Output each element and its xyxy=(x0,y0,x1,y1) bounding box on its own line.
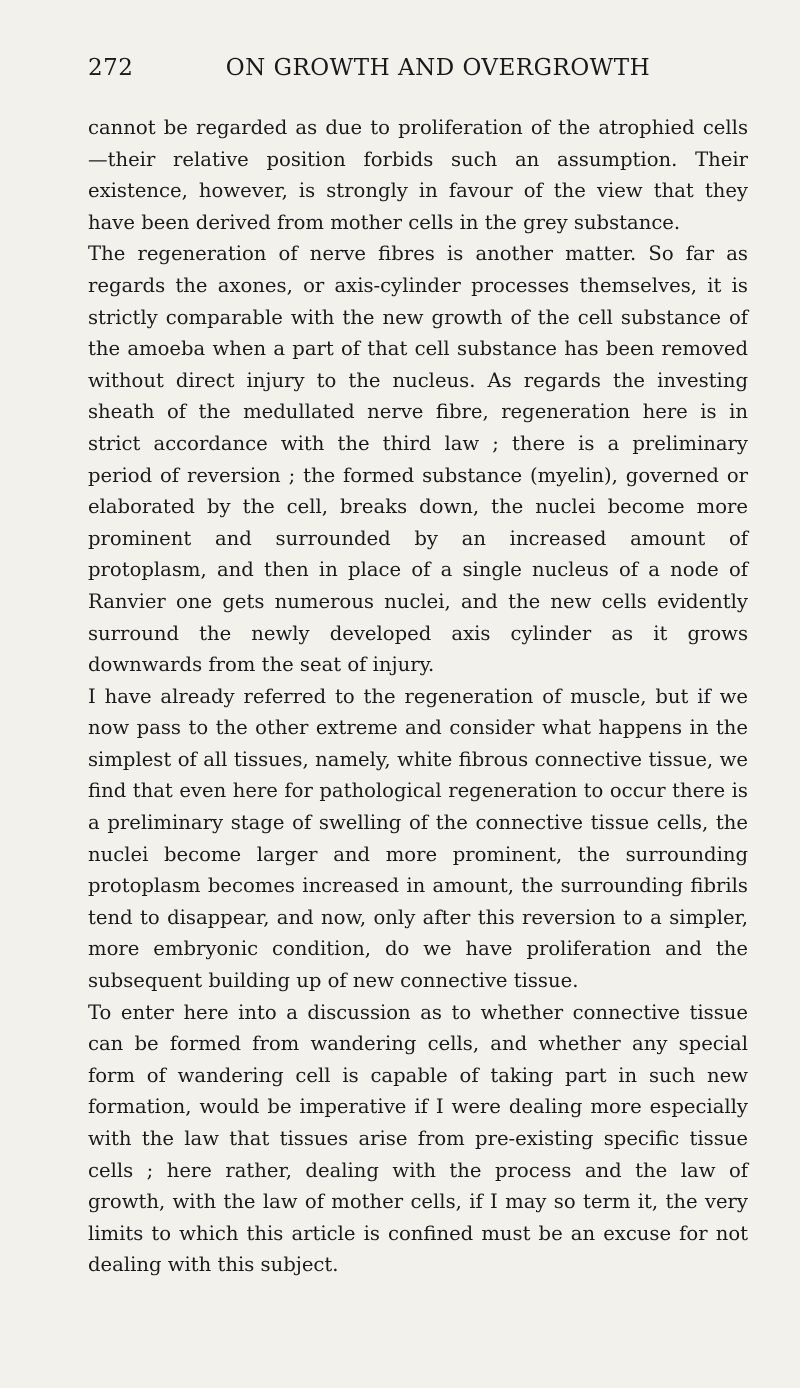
page-number: 272 xyxy=(88,55,134,81)
running-title: ON GROWTH AND OVERGROWTH xyxy=(225,55,651,81)
running-head xyxy=(88,55,748,87)
paragraph: I have already referred to the regeneration of muscle, but if we now pass to the other extreme and consider what happens in the simplest of all tissues, namely, white fibrous connective tissue, we find that even here for pathological regeneration to occur there is a preliminary stage of swelling of the connective tissue cells, the nuclei become larger and more prominent, the surrounding protoplasm becomes increased in amount, the surrounding fibrils tend to disappear, and now, only after this reversion to a simpler, more embryonic condition, do we have proliferation and the subsequent building up of new connective tissue. xyxy=(88,684,748,993)
paragraph: To enter here into a discussion as to whether connective tissue can be formed from wandering cells, and whether any special form of wandering cell is capable of taking part in such new formation, would be imperative if I were dealing more especially with the law that tissues arise from pre-existing specific tissue cells ; here rather, dealing with the process and the law of growth, with the law of mother cells, if I may so term it, the very limits to which this article is confined must be an excuse for not dealing with this subject. xyxy=(88,1000,748,1277)
paragraph: cannot be regarded as due to proliferation of the atrophied cells —their relative position forbids such an assumption. Their existence, however, is strongly in favour of the view that they have been derived from mother cells in the grey substance. xyxy=(88,116,748,234)
body-text xyxy=(88,112,748,1281)
paragraph: The regeneration of nerve fibres is another matter. So far as regards the axones, or axis-cylinder processes themselves, it is strictly comparable with the new growth of the cell substance of the amoeba when a part of that cell substance has been removed without direct injury to the nucleus. As regards the investing sheath of the medullated nerve fibre, regeneration here is in strict accordance with the third law ; there is a preliminary period of reversion ; the formed substance (myelin), governed or elaborated by the cell, breaks down, the nuclei become more prominent and surrounded by an increased amount of protoplasm, and then in place of a single nucleus of a node of Ranvier one gets numerous nuclei, and the new cells evidently surround the newly developed axis cylinder as it grows downwards from the seat of injury. xyxy=(88,242,748,677)
